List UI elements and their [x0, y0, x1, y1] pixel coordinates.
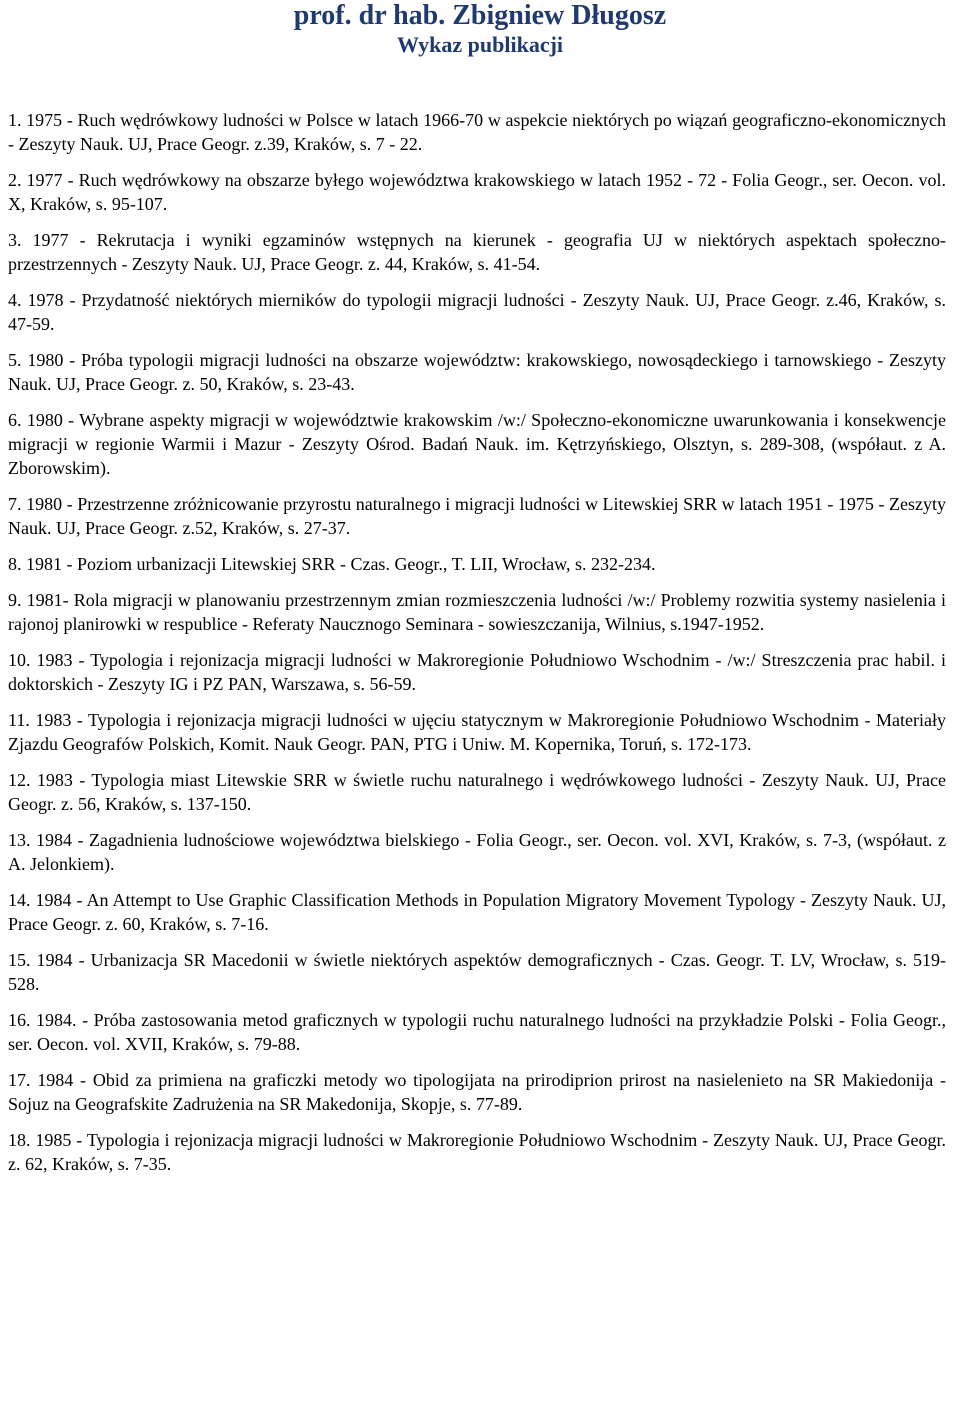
- publication-item: 11. 1983 - Typologia i rejonizacja migracji ludności w ujęciu statycznym w Makroregionie Południowo Wschodnim - Materiały Zjazdu Geografów Polskich, Komit. Nauk Geogr. PAN, PTG i Uniw. M. Kopernika, Toruń, s. 172-173.: [8, 710, 946, 754]
- publication-item: 15. 1984 - Urbanizacja SR Macedonii w świetle niektórych aspektów demograficznych - Czas. Geogr. T. LV, Wrocław, s. 519-528.: [8, 950, 946, 994]
- page-title: prof. dr hab. Zbigniew Długosz: [293, 0, 667, 31]
- publication-item: 17. 1984 - Obid za primiena na graficzki metody wo tipologijata na prirodiprion prirost na nasielenieto na SR Makiedonija - Sojuz na Geografskite Zadrużenia na SR Makedonija, Skopje, s. 77-89.: [8, 1070, 946, 1114]
- publication-item: 18. 1985 - Typologia i rejonizacja migracji ludności w Makroregionie Południowo Wschodnim - Zeszyty Nauk. UJ, Prace Geogr. z. 62, Kraków, s. 7-35.: [8, 1130, 946, 1174]
- publication-item: 12. 1983 - Typologia miast Litewskie SRR w świetle ruchu naturalnego i wędrówkowego ludności - Zeszyty Nauk. UJ, Prace Geogr. z. 56, Kraków, s. 137-150.: [8, 770, 946, 814]
- publication-item: 16. 1984. - Próba zastosowania metod graficznych w typologii ruchu naturalnego ludności na przykładzie Polski - Folia Geogr., ser. Oecon. vol. XVII, Kraków, s. 79-88.: [8, 1010, 946, 1054]
- publication-item: 10. 1983 - Typologia i rejonizacja migracji ludności w Makroregionie Południowo Wschodnim - /w:/ Streszczenia prac habil. i doktorskich - Zeszyty IG i PZ PAN, Warszawa, s. 56-59.: [8, 650, 946, 694]
- publication-item: 13. 1984 - Zagadnienia ludnościowe województwa bielskiego - Folia Geogr., ser. Oecon. vol. XVI, Kraków, s. 7-3, (współaut. z A. Jelonkiem).: [8, 830, 946, 874]
- publication-list: [8, 108, 946, 1188]
- publication-item: 2. 1977 - Ruch wędrówkowy na obszarze byłego województwa krakowskiego w latach 1952 - 72 - Folia Geogr., ser. Oecon. vol. X, Kraków, s. 95-107.: [8, 170, 946, 214]
- publication-item: 4. 1978 - Przydatność niektórych mierników do typologii migracji ludności - Zeszyty Nauk. UJ, Prace Geogr. z.46, Kraków, s. 47-59.: [8, 290, 946, 334]
- publication-item: 5. 1980 - Próba typologii migracji ludności na obszarze województw: krakowskiego, nowosądeckiego i tarnowskiego - Zeszyty Nauk. UJ, Prace Geogr. z. 50, Kraków, s. 23-43.: [8, 350, 946, 394]
- publication-item: 1. 1975 - Ruch wędrówkowy ludności w Polsce w latach 1966-70 w aspekcie niektórych po wiązań geograficzno-ekonomicznych - Zeszyty Nauk. UJ, Prace Geogr. z.39, Kraków, s. 7 - 22.: [8, 110, 946, 154]
- publication-item: 7. 1980 - Przestrzenne zróżnicowanie przyrostu naturalnego i migracji ludności w Litewskiej SRR w latach 1951 - 1975 - Zeszyty Nauk. UJ, Prace Geogr. z.52, Kraków, s. 27-37.: [8, 494, 946, 538]
- page-subtitle: Wykaz publikacji: [396, 32, 564, 57]
- publication-item: 6. 1980 - Wybrane aspekty migracji w województwie krakowskim /w:/ Społeczno-ekonomiczne uwarunkowania i konsekwencje migracji w regionie Warmii i Mazur - Zeszyty Ośrod. Badań Nauk. im. Kętrzyńskiego, Olsztyn, s. 289-308, (współaut. z A. Zborowskim).: [8, 410, 946, 478]
- publication-item: 9. 1981- Rola migracji w planowaniu przestrzennym zmian rozmieszczenia ludności /w:/ Problemy rozwitia systemy nasielenia i rajonoj planirowki w respublice - Referaty Naucznogo Seminara - sowieszczanija, Wilnius, s.1947-1952.: [8, 590, 946, 634]
- publication-item: 3. 1977 - Rekrutacja i wyniki egzaminów wstępnych na kierunek - geografia UJ w niektórych aspektach społeczno-przestrzennych - Zeszyty Nauk. UJ, Prace Geogr. z. 44, Kraków, s. 41-54.: [8, 230, 946, 274]
- document-header: [0, 0, 960, 58]
- publication-item: 14. 1984 - An Attempt to Use Graphic Classification Methods in Population Migratory Movement Typology - Zeszyty Nauk. UJ, Prace Geogr. z. 60, Kraków, s. 7-16.: [8, 890, 946, 934]
- publication-item: 8. 1981 - Poziom urbanizacji Litewskiej SRR - Czas. Geogr., T. LII, Wrocław, s. 232-234.: [8, 554, 656, 574]
